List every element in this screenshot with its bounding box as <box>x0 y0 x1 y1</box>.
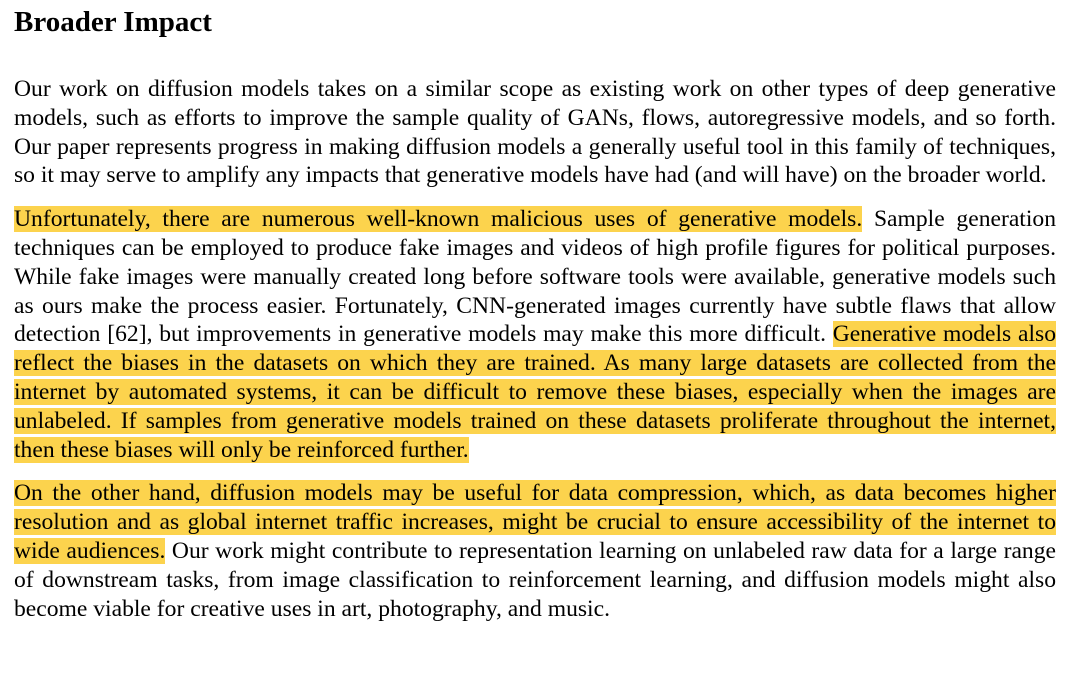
section-title: Broader Impact <box>14 6 212 38</box>
highlight-data-compression: On the other hand, diffusion models may be useful for data compression, which, as data becomes higher resolution and as global internet traffic increases, might be crucial to ensure accessibility of the internet to wide audiences. <box>14 480 1056 564</box>
highlight-dataset-biases: Generative models also reflect the biases in the datasets on which they are trained. As many large datasets are collected from the internet by automated systems, it can be difficult to remove these biases, especially when the images are unlabeled. If samples from generative models trained on these datasets proliferate throughout the internet, then these biases will only be reinforced further. <box>14 321 1056 463</box>
paragraph-1-text: Our work on diffusion models takes on a similar scope as existing work on other types of deep generative models, such as efforts to improve the sample quality of GANs, flows, autoregressive models, and so forth. Our paper represents progress in making diffusion models a generally useful tool in this family of techniques, so it may serve to amplify any impacts that generative models have had (and will have) on the broader world. <box>14 76 1056 189</box>
paragraph-3-text: Our work might contribute to representation learning on unlabeled raw data for a large range of downstream tasks, from image classification to reinforcement learning, and diffusion models might also become viable for creative uses in art, photography, and music. <box>14 537 1056 622</box>
document-page <box>14 4 1056 623</box>
highlight-malicious-uses: Unfortunately, there are numerous well-known malicious uses of generative models. <box>14 206 863 233</box>
paragraph-2-text: Sample generation techniques can be employed to produce fake images and videos of high profile figures for political purposes. While fake images were manually created long before software tools were available, generative models such as ours make the process easier. Fortunately, CNN-generated images currently have subtle flaws that allow detection [62], but improvements in generative models may make this more difficult. <box>14 206 1056 348</box>
paragraph-1 <box>14 75 1056 190</box>
paragraph-2 <box>14 205 1056 464</box>
paragraph-3 <box>14 479 1056 623</box>
